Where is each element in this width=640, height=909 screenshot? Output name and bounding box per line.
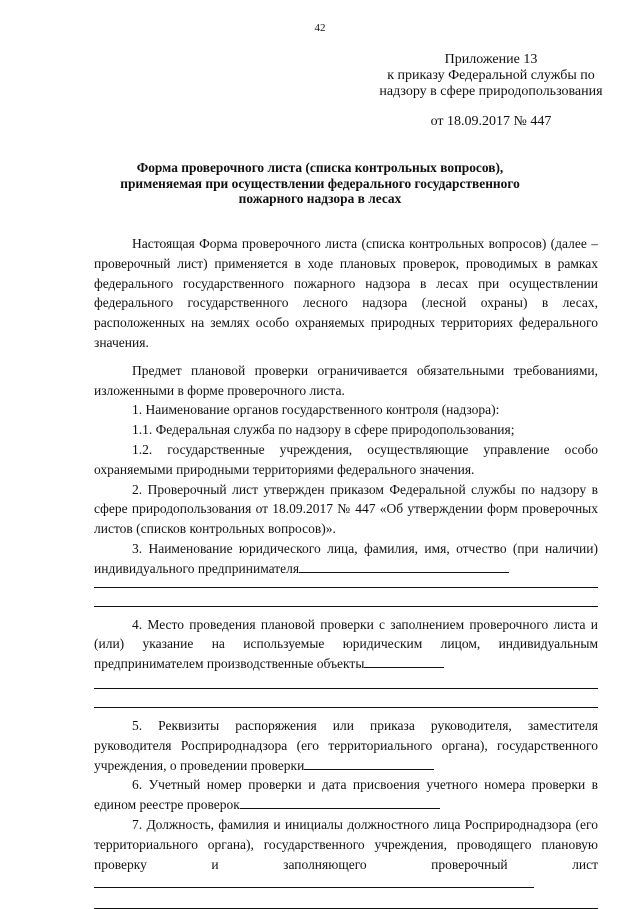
item-3-blank-line-2[interactable] [94, 606, 598, 607]
title-line-3: пожарного надзора в лесах [238, 191, 402, 206]
intro-paragraph: Настоящая Форма проверочного листа (списка контрольных вопросов) (далее – проверочный лист) применяется в ходе плановых проверок, проводимых в рамках федерального государственного пожарного надзора в лесах при осуществлении федерального государственного лесного надзора (лесной охраны) в лесах, расположенных на землях особо охраняемых природных территориях федерального значения. [94, 236, 598, 350]
item-7 [94, 815, 598, 894]
appendix-number: Приложение 13 [444, 52, 538, 67]
document-title [110, 160, 530, 207]
subject-paragraph: Предмет плановой проверки ограничивается обязательными требованиями, изложенными в форме проверочного листа. [94, 362, 598, 398]
item-4-text: 4. Место проведения плановой проверки с заполнением проверочного листа и (или) указание на используемые юридическим лицом, индивидуальным предпринимателем производственные объекты [94, 616, 598, 672]
title-line-2: применяемая при осуществлении федерального государственного [120, 175, 520, 191]
item-1: 1. Наименование органов государственного контроля (надзора): [132, 402, 500, 418]
item-5 [94, 716, 598, 775]
appendix-service: надзору в сфере природопользования [379, 84, 603, 99]
item-1-1: 1.1. Федеральная служба по надзору в сфере природопользования; [132, 422, 515, 438]
item-3-text: 3. Наименование юридического лица, фамилия, имя, отчество (при наличии) индивидуального предпринимателя [94, 540, 598, 576]
item-5-fill-line[interactable] [304, 757, 434, 770]
item-7-text: 7. Должность, фамилия и инициалы должностного лица Росприроднадзора (его территориального органа), государственного учреждения, проводящего плановую проверку и заполняющего проверочный лист [94, 816, 598, 872]
appendix-header [356, 52, 626, 130]
title-line-1: Форма проверочного листа (списка контрольных вопросов), [136, 160, 504, 175]
item-2: 2. Проверочный лист утвержден приказом Федеральной службы по надзору в сфере природопользования от 18.09.2017 № 447 «Об утверждении форм проверочных листов (списков контрольных вопросов)». [94, 481, 598, 537]
item-3-blank-line[interactable] [94, 587, 598, 588]
item-6-fill-line[interactable] [240, 796, 440, 809]
item-4-blank-line-2[interactable] [94, 707, 598, 708]
document-body [94, 234, 598, 909]
item-5-text: 5. Реквизиты распоряжения или приказа руководителя, заместителя руководителя Росприроднадзора (его территориального органа), государственного учреждения, о проведении проверки [94, 717, 598, 773]
item-4-fill-line[interactable] [364, 655, 444, 668]
item-6-text: 6. Учетный номер проверки и дата присвоения учетного номера проверки в едином реестре проверок [94, 777, 598, 813]
appendix-order-date: от 18.09.2017 № 447 [430, 114, 552, 129]
item-1-2: 1.2. государственные учреждения, осуществляющие управление особо охраняемыми природными территориями федерального значения. [94, 441, 598, 477]
item-3-fill-line[interactable] [299, 560, 509, 573]
item-7-fill-line[interactable] [94, 875, 534, 888]
appendix-order-ref: к приказу Федеральной службы по [387, 68, 595, 83]
item-3 [94, 539, 598, 579]
page-number: 42 [314, 22, 326, 34]
item-4-blank-line[interactable] [94, 688, 598, 689]
item-4 [94, 615, 598, 674]
item-6 [94, 775, 598, 815]
